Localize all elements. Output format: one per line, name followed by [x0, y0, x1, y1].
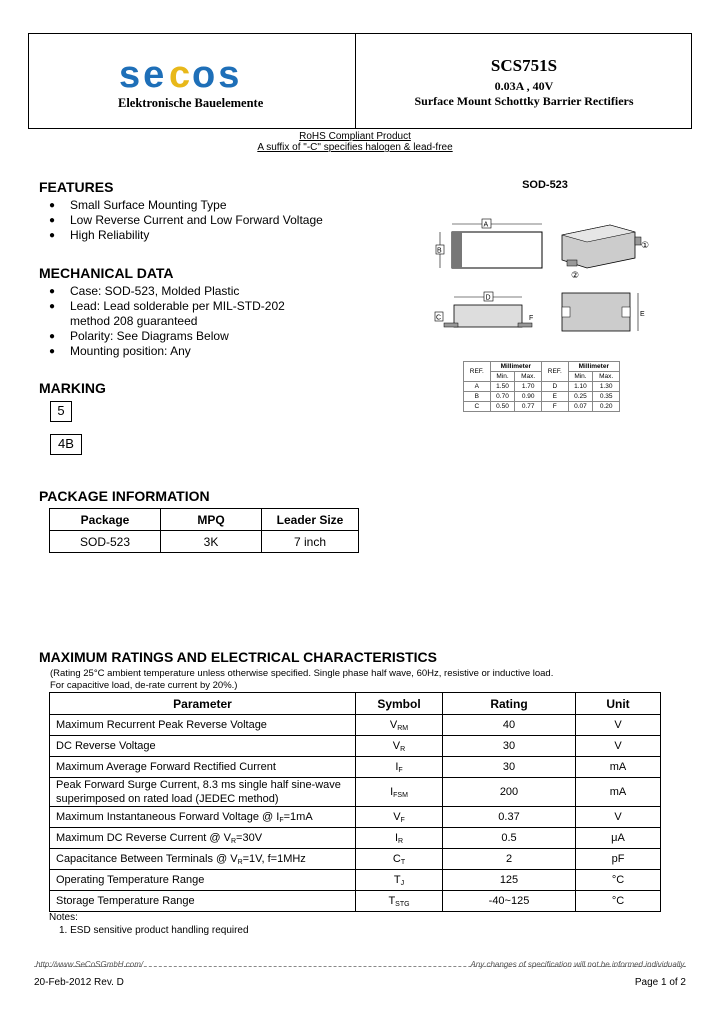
cathode-band-icon [452, 232, 462, 268]
table-cell: Maximum Recurrent Peak Reverse Voltage [50, 715, 356, 736]
table-cell: V [576, 715, 661, 736]
column-header: Min. [568, 372, 593, 382]
column-header: Max. [593, 372, 620, 382]
table-cell: 0.5 [443, 828, 576, 849]
symbol-cell: $I_F$ [356, 757, 443, 778]
secos-logo [119, 58, 269, 99]
table-cell: -40~125 [443, 891, 576, 912]
document-header [28, 33, 692, 129]
table-header-row [50, 693, 661, 715]
package-info-table [49, 508, 359, 553]
bottom-view-body [562, 293, 630, 331]
symbol-cell: $V_F$ [356, 807, 443, 828]
list-item: ● Mounting position: Any [49, 344, 191, 358]
table-cell: 2 [443, 849, 576, 870]
lead-pad-icon [622, 307, 630, 317]
marking-code-2: 4B [50, 434, 82, 455]
list-item: ● Small Surface Mounting Type [49, 198, 227, 212]
table-cell: mA [576, 778, 661, 807]
ratings-note-line-2: For capacitive load, de-rate current by 20%.) [50, 680, 238, 691]
table-cell: 200 [443, 778, 576, 807]
table-cell: 1.10 [568, 382, 593, 392]
list-item: method 208 guaranteed [70, 314, 198, 328]
table-header-row [464, 362, 620, 372]
ratings-conditions [50, 668, 553, 692]
table-cell: 0.70 [490, 392, 515, 402]
table-cell: E [541, 392, 568, 402]
table-cell: 0.50 [490, 402, 515, 412]
footer-disclaimer: Any changes of specification will not be informed individually. [470, 960, 686, 969]
column-header: MPQ [161, 509, 262, 531]
symbol-cell: $V_{RM}$ [356, 715, 443, 736]
package-info-title: PACKAGE INFORMATION [39, 488, 210, 504]
dim-label-e: E [640, 311, 645, 318]
table-cell: C [464, 402, 491, 412]
dimension-table [463, 361, 620, 412]
rating-line: 0.03A , 40V [494, 79, 554, 93]
column-header: Symbol [356, 693, 443, 715]
company-name: Elektronische Bauelemente [118, 96, 264, 110]
column-header: Min. [490, 372, 515, 382]
column-header: REF. [541, 362, 568, 382]
symbol-cell: $I_{FSM}$ [356, 778, 443, 807]
dim-label-c: C [436, 314, 442, 322]
top-view-body [452, 232, 542, 268]
table-cell: B [464, 392, 491, 402]
column-header: REF. [464, 362, 491, 382]
lead-icon [518, 323, 532, 327]
features-list [39, 198, 359, 243]
column-header: Parameter [50, 693, 356, 715]
table-cell: 0.35 [593, 392, 620, 402]
list-item: ● Case: SOD-523, Molded Plastic [49, 284, 240, 298]
table-cell: pF [576, 849, 661, 870]
rohs-line-2: A suffix of "-C" specifies halogen & lead-free [257, 142, 453, 153]
lead-icon [567, 260, 577, 266]
dim-label-b: B [437, 247, 442, 255]
side-view-body [454, 305, 522, 327]
table-cell: 0.20 [593, 402, 620, 412]
package-outline-diagram [430, 210, 680, 340]
table-row [464, 402, 620, 412]
table-cell: Maximum Instantaneous Forward Voltage @ $I_F=1mA$ [50, 807, 356, 828]
ratings-title: MAXIMUM RATINGS AND ELECTRICAL CHARACTERISTICS [39, 649, 437, 665]
table-row [50, 736, 661, 757]
table-cell: 30 [443, 757, 576, 778]
table-cell: F [541, 402, 568, 412]
table-row [50, 715, 661, 736]
mechanical-list [39, 284, 359, 359]
footer-page-number: Page 1 of 2 [634, 977, 686, 988]
dim-label-a: A [483, 221, 489, 229]
table-cell: A [464, 382, 491, 392]
column-header: Leader Size [262, 509, 359, 531]
table-cell: 0.07 [568, 402, 593, 412]
symbol-cell: $C_T$ [356, 849, 443, 870]
table-cell: SOD-523 [50, 531, 161, 553]
table-cell: 30 [443, 736, 576, 757]
table-row [50, 778, 661, 807]
footer-url[interactable]: http://www.SeCoSGmbH.com/ [36, 960, 144, 969]
lead-icon [444, 323, 458, 327]
symbol-cell: $I_R$ [356, 828, 443, 849]
table-cell: Maximum Average Forward Rectified Current [50, 757, 356, 778]
table-row [50, 757, 661, 778]
footer-date-revision: 20-Feb-2012 Rev. D [34, 977, 124, 988]
table-cell: 0.90 [515, 392, 542, 402]
column-header: Package [50, 509, 161, 531]
table-cell: D [541, 382, 568, 392]
symbol-cell: $V_R$ [356, 736, 443, 757]
table-row [464, 392, 620, 402]
table-cell: Capacitance Between Terminals @ $V_R=1V$, f=1MHz [50, 849, 356, 870]
svg-text:se: se [119, 58, 168, 92]
pin-2-label: ② [571, 271, 580, 281]
table-cell: 1.30 [593, 382, 620, 392]
marking-code-1: 5 [50, 401, 72, 422]
marking-title: MARKING [39, 380, 106, 396]
svg-text:os: os [192, 58, 243, 92]
table-cell: 1.50 [490, 382, 515, 392]
svg-text:c: c [169, 58, 194, 92]
list-item: ● Low Reverse Current and Low Forward Voltage [49, 213, 323, 227]
column-header: Max. [515, 372, 542, 382]
package-diagram-title: SOD-523 [522, 179, 568, 191]
table-row [464, 382, 620, 392]
table-cell: DC Reverse Voltage [50, 736, 356, 757]
table-header-row [50, 509, 359, 531]
table-cell: °C [576, 891, 661, 912]
list-item: ● High Reliability [49, 228, 150, 242]
pin-1-label: ① [641, 241, 650, 251]
table-cell: Storage Temperature Range [50, 891, 356, 912]
rohs-line-1: RoHS Compliant Product [299, 131, 411, 142]
table-cell: Peak Forward Surge Current, 8.3 ms single half sine-wave superimposed on rated load (JEDEC method) [50, 778, 356, 807]
table-cell: V [576, 807, 661, 828]
table-cell: 0.37 [443, 807, 576, 828]
table-cell: 3K [161, 531, 262, 553]
table-cell: 40 [443, 715, 576, 736]
notes-title: Notes: [49, 912, 78, 923]
dim-label-d: D [485, 294, 491, 302]
symbol-cell: $T_{STG}$ [356, 891, 443, 912]
ratings-table [49, 692, 661, 912]
notes [49, 911, 249, 937]
note-item: 1. ESD sensitive product handling required [59, 925, 249, 936]
table-row [50, 891, 661, 912]
list-item: ● Polarity: See Diagrams Below [49, 329, 229, 343]
features-title: FEATURES [39, 179, 114, 195]
symbol-cell: $T_J$ [356, 870, 443, 891]
device-description: Surface Mount Schottky Barrier Rectifiers [414, 94, 634, 108]
table-row [50, 849, 661, 870]
table-cell: 0.77 [515, 402, 542, 412]
ratings-note-line-1: (Rating 25°C ambient temperature unless otherwise specified. Single phase half wave, 60Hz, resistive or inductive load. [50, 668, 554, 679]
table-row [50, 807, 661, 828]
rohs-notice [170, 131, 540, 153]
column-header: Millimeter [490, 362, 541, 372]
table-row [50, 531, 359, 553]
column-header: Rating [443, 693, 576, 715]
table-cell: V [576, 736, 661, 757]
table-row [50, 828, 661, 849]
table-cell: °C [576, 870, 661, 891]
table-cell: μA [576, 828, 661, 849]
table-row [50, 870, 661, 891]
table-cell: mA [576, 757, 661, 778]
table-cell: Operating Temperature Range [50, 870, 356, 891]
part-number: SCS751S [490, 56, 558, 75]
table-cell: 1.70 [515, 382, 542, 392]
column-header: Unit [576, 693, 661, 715]
column-header: Millimeter [568, 362, 619, 372]
list-item: ● Lead: Lead solderable per MIL-STD-202 [49, 299, 285, 313]
mechanical-title: MECHANICAL DATA [39, 265, 174, 281]
table-cell: 0.25 [568, 392, 593, 402]
secos-logo-mark [119, 58, 269, 92]
table-cell: 125 [443, 870, 576, 891]
lead-pad-icon [562, 307, 570, 317]
table-cell: 7 inch [262, 531, 359, 553]
table-cell: Maximum DC Reverse Current @ $V_R=30V$ [50, 828, 356, 849]
dim-label-f: F [529, 315, 534, 322]
